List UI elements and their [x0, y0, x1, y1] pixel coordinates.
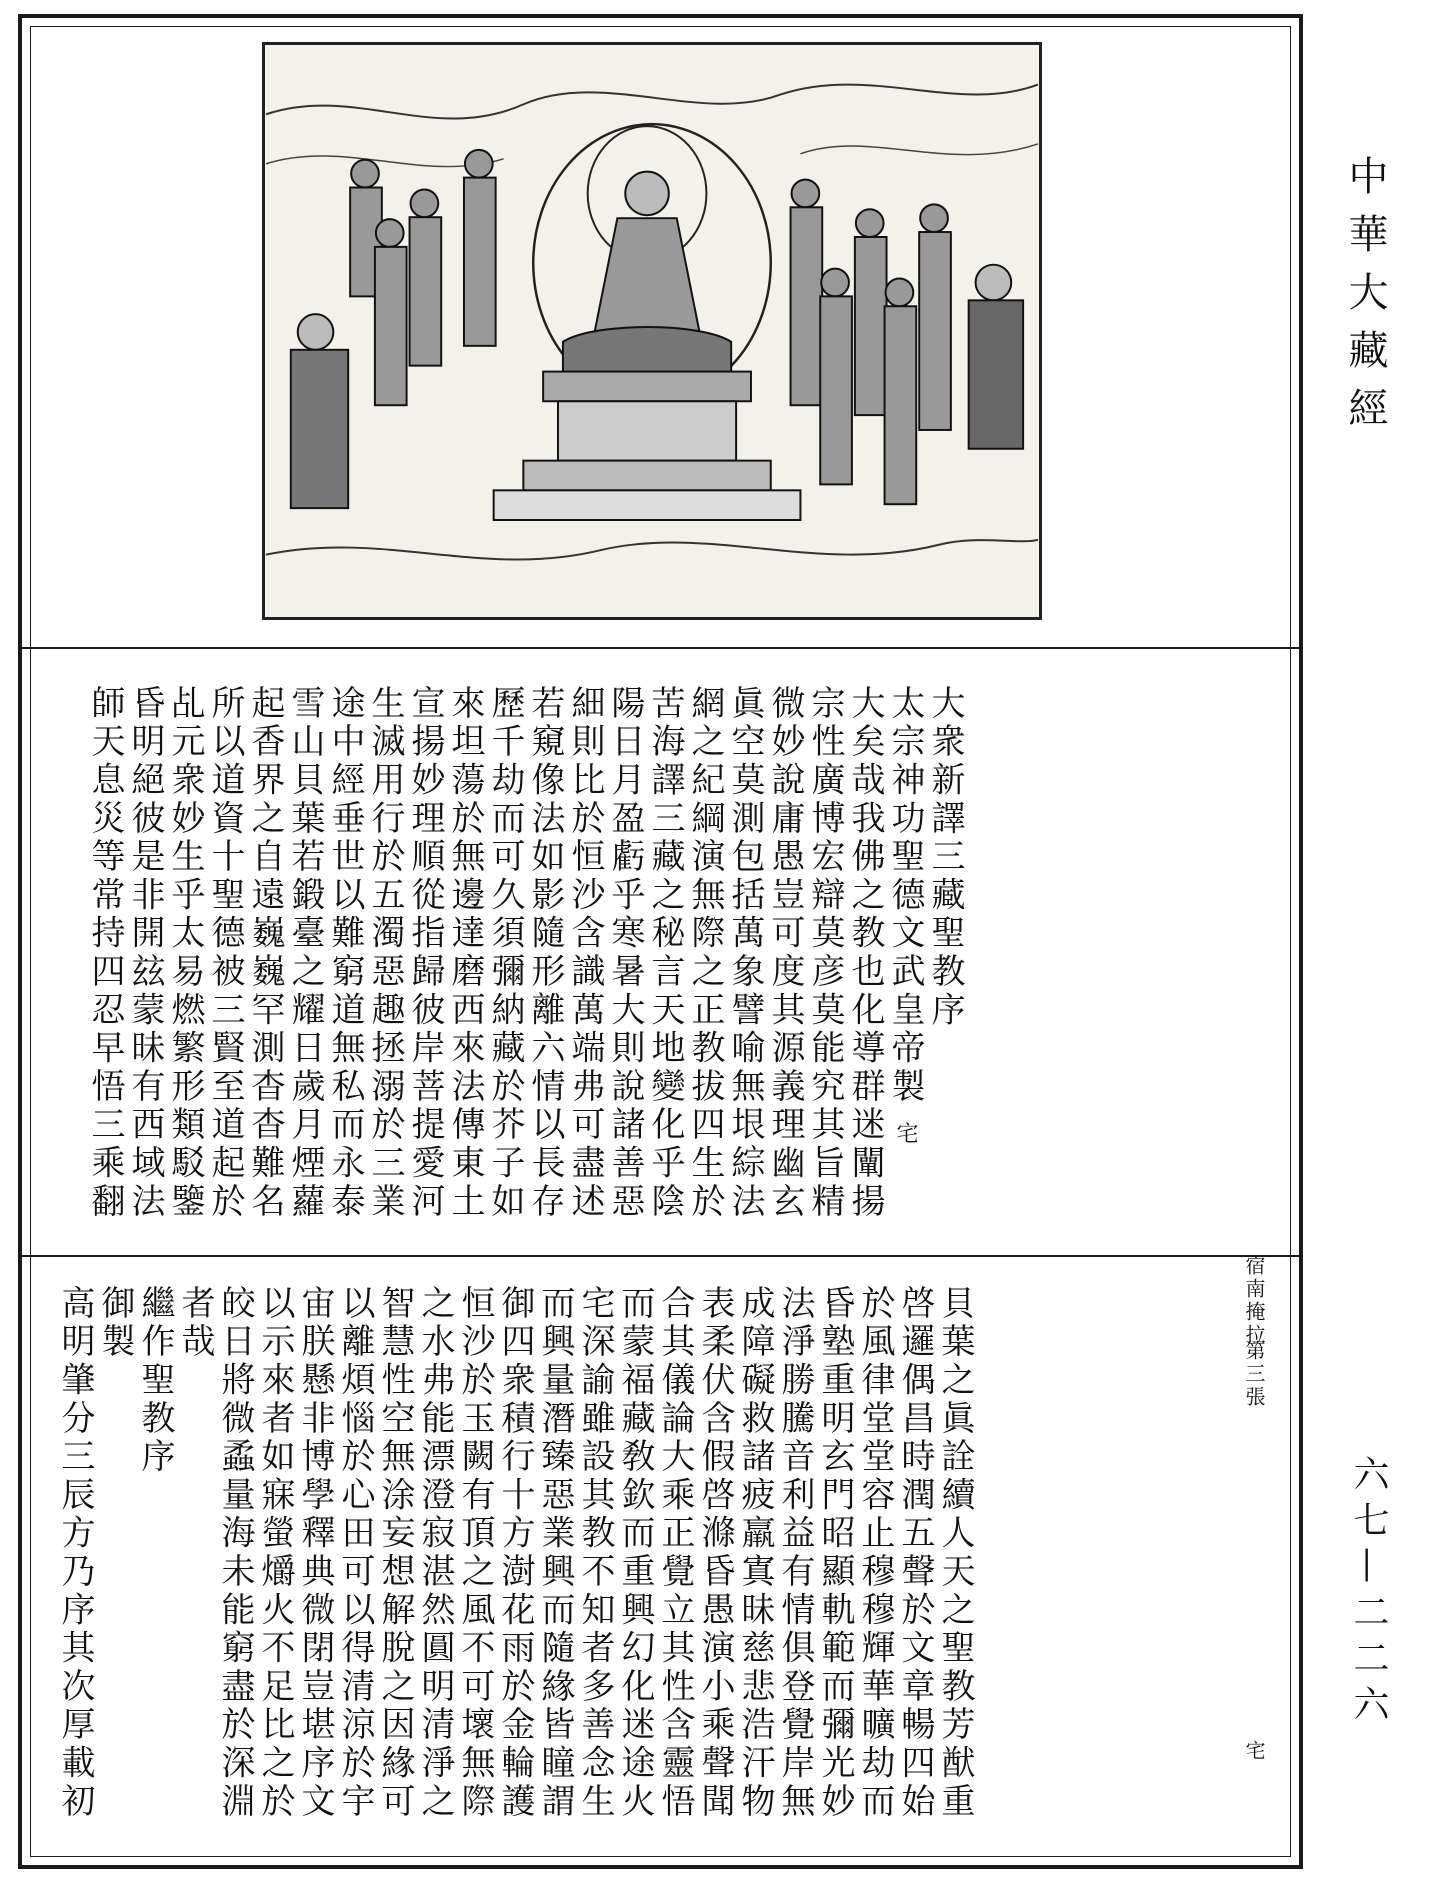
text-column: 宣揚妙理順從指歸彼岸菩提愛河 [405, 685, 445, 1222]
second-text-block [55, 1285, 975, 1835]
text-column: 苦海譯三藏之秘言天地變化乎陰 [645, 685, 685, 1222]
text-column: 御四衆積行十方澍花雨於金輪護 [495, 1285, 535, 1822]
text-column: 貝葉之眞詮續人天之聖教芳猷重 [935, 1285, 975, 1822]
margin-note: 第三張 [1242, 1340, 1266, 1409]
text-column: 微妙說庸愚豈可度其源義理幽玄 [765, 685, 805, 1222]
illustration-art [265, 45, 1039, 617]
buddha-illustration [262, 42, 1042, 620]
text-column: 師天息災等常持四忍早悟三乘翻 [85, 685, 125, 1222]
section-heading: 繼作聖教序 [135, 1285, 175, 1477]
preface-text-block [85, 685, 965, 1245]
text-column: 成障礙救諸疲羸寘昧慈悲浩汗物 [735, 1285, 775, 1822]
author-mark: 宅 [893, 1121, 918, 1146]
text-column: 於風律堂堂容止穆穆輝華曠劫而 [855, 1285, 895, 1822]
text-column: 法淨勝騰音利益有情俱登覺岸無 [775, 1285, 815, 1822]
text-column: 所以道資十聖德被三賢至道起於 [205, 685, 245, 1222]
page-number: 六七—二二六 [1348, 1455, 1389, 1731]
text-column: 者哉 [175, 1285, 215, 1362]
text-column: 宗性廣博宏辯莫彦莫能究其旨精 [805, 685, 845, 1222]
text-column: 以離煩惱於心田可以得清涼於宇 [335, 1285, 375, 1822]
text-column: 陽日月盈虧乎寒暑大則說諸善惡 [605, 685, 645, 1222]
text-column: 宅深諭雖設其教不知者多善念生 [575, 1285, 615, 1822]
text-column: 起香界之自遠巍巍罕測杳杳難名 [245, 685, 285, 1222]
text-column: 而蒙福藏敎欽而重興幻化迷途火 [615, 1285, 655, 1822]
text-column: 而興量潛臻惡業興而隨緣皆瞳謂 [535, 1285, 575, 1822]
text-column: 表柔伏含假啓滌昏愚演小乘聲聞 [695, 1285, 735, 1822]
text-column: 若窺像法如影隨形離六情以長存 [525, 685, 565, 1222]
text-column: 網之紀綱演無際之正教拔四生於 [685, 685, 725, 1222]
text-column: 之水弗能漂澄寂湛然圓明清淨之 [415, 1285, 455, 1822]
section-subheading: 御製 [95, 1285, 135, 1362]
text-column: 雪山貝葉若鍛臺之耀日歲月煙蘿 [285, 685, 325, 1222]
text-column: 啓邏偶昌時潤五聲於文章暢四始 [895, 1285, 935, 1822]
divider-top [22, 647, 1299, 649]
preface-author: 太宗神功聖德文武皇帝製 [885, 685, 925, 1107]
text-column: 乩元衆妙生乎太易燃繁形類駁鑒 [165, 685, 205, 1222]
margin-note: 宅 [1242, 1740, 1266, 1763]
text-column: 皎日將微蟊量海未能窮盡於深淵 [215, 1285, 255, 1822]
side-title: 中華大藏經 [1342, 155, 1388, 445]
text-column: 合其儀論大乘正覺立其性含靈悟 [655, 1285, 695, 1822]
text-column: 以示來者如寐螢爝火不足比之於 [255, 1285, 295, 1822]
text-column: 宙朕懸非博學釋典微閉豈堪序文 [295, 1285, 335, 1822]
margin-note: 宿南掩拉 [1242, 1255, 1266, 1347]
text-column: 細則比於恒沙含識萬端弗可盡述 [565, 685, 605, 1222]
text-column: 智慧性空無涂妄想解脫之因緣可 [375, 1285, 415, 1822]
text-column: 大矣哉我佛之教也化導群迷闡揚 [845, 685, 885, 1222]
preface-title: 大衆新譯三藏聖教序 [925, 685, 965, 1030]
text-column: 途中經垂世以難窮道無私而永泰 [325, 685, 365, 1222]
text-column: 生滅用行於五濁惡趣拯溺於三業 [365, 685, 405, 1222]
text-column: 眞空莫測包括萬象譬喻無垠綜法 [725, 685, 765, 1222]
text-column: 高明肇分三辰方乃序其次厚載初 [55, 1285, 95, 1822]
text-column: 歷千劫而可久須彌納藏於芥子如 [485, 685, 525, 1222]
text-column: 恒沙於玉闕有頂之風不可壞無際 [455, 1285, 495, 1822]
text-column: 來坦蕩於無邊達磨西來法傳東土 [445, 685, 485, 1222]
text-column: 昏明絕彼是非開玆蒙昧有西域法 [125, 685, 165, 1222]
text-column: 昏塾重明玄門昭顯軌範而彌光妙 [815, 1285, 855, 1822]
divider-middle [22, 1255, 1299, 1257]
